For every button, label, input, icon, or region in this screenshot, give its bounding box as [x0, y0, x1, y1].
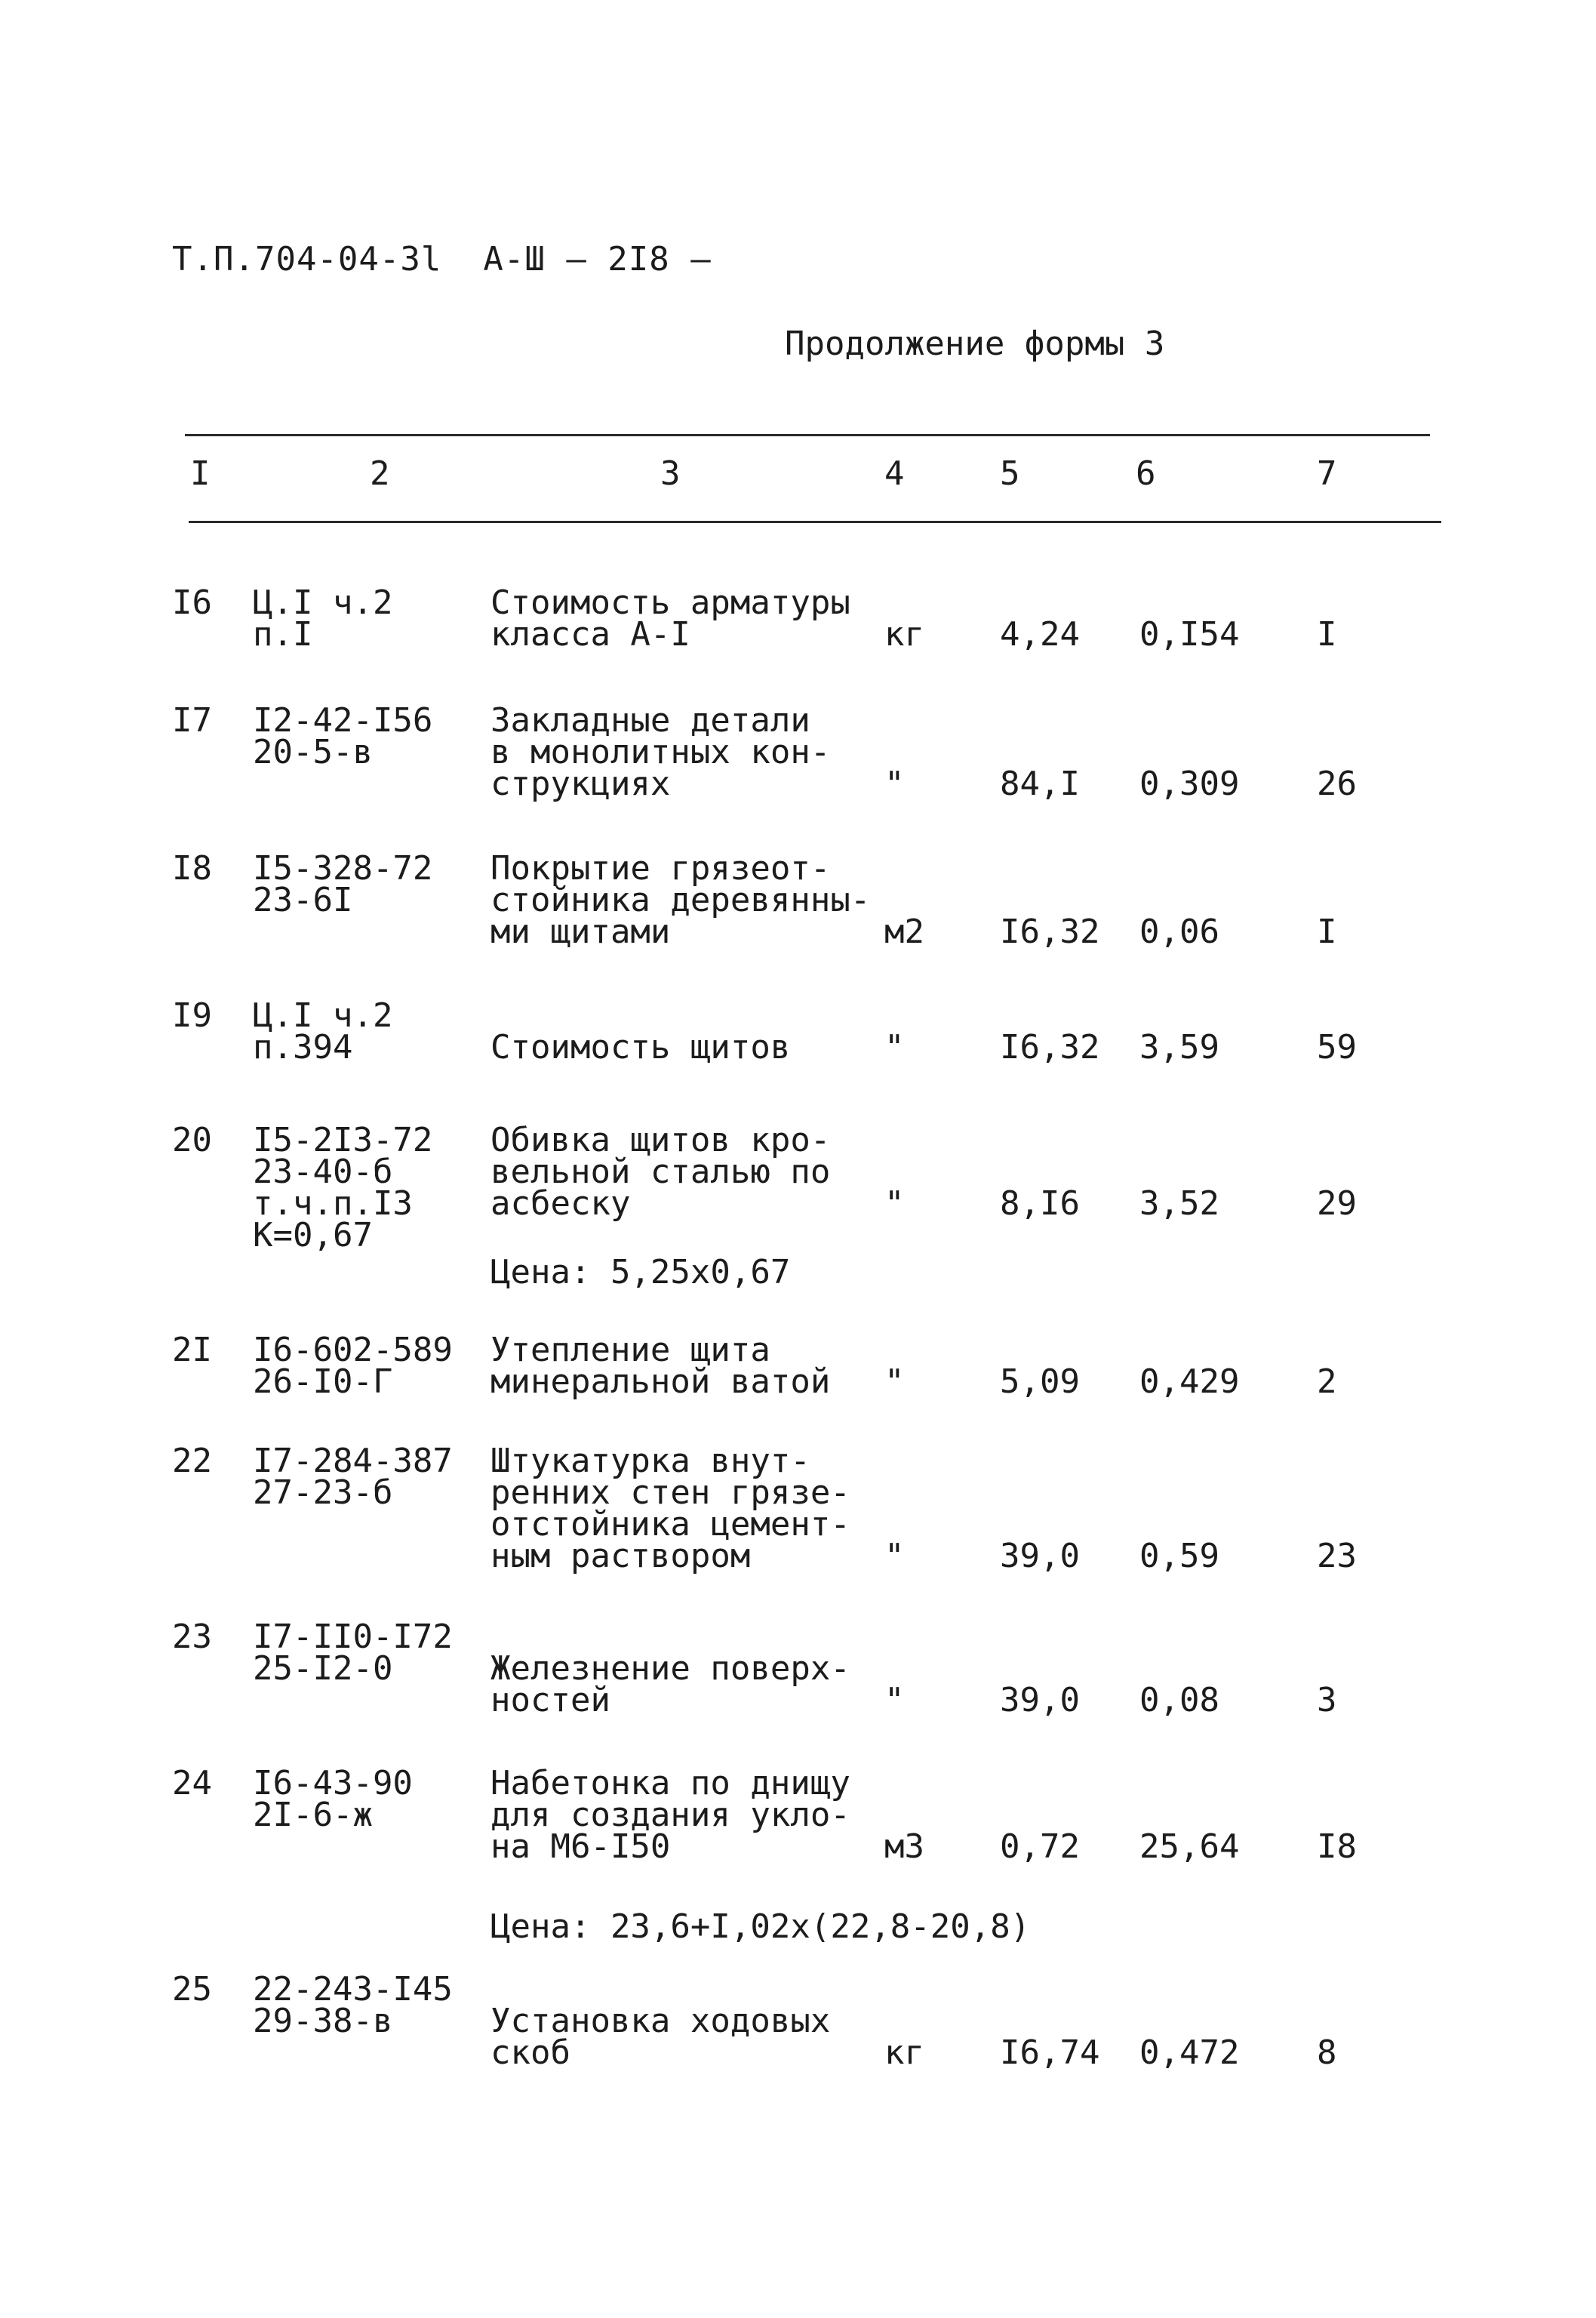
- row-quantity: 8,I6: [1000, 1184, 1080, 1223]
- form-continuation-title: Продолжение формы 3: [785, 325, 1165, 363]
- row-reference: I5-2I3-72 23-40-б т.ч.п.I3 К=0,67: [253, 1121, 433, 1254]
- row-total: I: [1317, 913, 1337, 951]
- row-total: 8: [1317, 2033, 1337, 2072]
- row-number: 20: [172, 1121, 212, 1159]
- row-unit-price: 0,472: [1139, 2033, 1240, 2072]
- table-header-rule: [189, 521, 1441, 523]
- row-price-note: Цена: 23,6+I,02х(22,8-20,8): [490, 1907, 1031, 1946]
- row-number: 24: [172, 1764, 212, 1802]
- row-unit: ": [884, 1537, 905, 1575]
- row-number: 22: [172, 1442, 212, 1480]
- row-number: 2I: [172, 1331, 212, 1369]
- row-quantity: 4,24: [1000, 615, 1080, 654]
- column-header-2: 2: [370, 454, 390, 493]
- row-total: 29: [1317, 1184, 1357, 1223]
- row-unit-price: 0,309: [1139, 765, 1240, 803]
- row-reference: I6-602-589 26-I0-Г: [253, 1331, 453, 1401]
- row-total: I8: [1317, 1827, 1357, 1866]
- column-header-3: 3: [660, 454, 681, 493]
- row-unit-price: 0,08: [1139, 1681, 1219, 1719]
- row-total: 23: [1317, 1537, 1357, 1575]
- row-unit: ": [884, 1184, 905, 1223]
- row-reference: I7-II0-I72 25-I2-0: [253, 1618, 453, 1688]
- row-unit: ": [884, 765, 905, 803]
- column-header-5: 5: [1000, 454, 1020, 493]
- row-description: Стоимость щитов: [490, 1028, 791, 1067]
- row-description: Установка ходовых скоб: [490, 2002, 831, 2072]
- row-price-note: Цена: 5,25х0,67: [490, 1253, 791, 1291]
- row-reference: Ц.I ч.2 п.I: [253, 583, 393, 654]
- row-reference: I6-43-90 2I-6-ж: [253, 1764, 413, 1834]
- row-total: 59: [1317, 1028, 1357, 1067]
- row-description: Обивка щитов кро- вельной сталью по асбеску: [490, 1121, 831, 1223]
- row-total: 3: [1317, 1681, 1337, 1719]
- row-reference: I7-284-387 27-23-б: [253, 1442, 453, 1512]
- row-unit-price: 0,429: [1139, 1362, 1240, 1401]
- document-code: Т.П.704-04-Зl А-Ш — 2I8 —: [172, 240, 712, 279]
- row-unit: ": [884, 1681, 905, 1719]
- table-top-rule: [185, 434, 1430, 436]
- row-quantity: I6,74: [1000, 2033, 1100, 2072]
- row-reference: I5-328-72 23-6I: [253, 849, 433, 919]
- row-unit-price: 3,52: [1139, 1184, 1219, 1223]
- row-description: Набетонка по днищу для создания укло- на М6-I50: [490, 1764, 850, 1866]
- row-unit-price: 25,64: [1139, 1827, 1240, 1866]
- row-unit: кг: [884, 2033, 924, 2072]
- row-number: I6: [172, 583, 212, 622]
- row-reference: Ц.I ч.2 п.394: [253, 996, 393, 1067]
- row-description: Закладные детали в монолитных кон- струкциях: [490, 701, 831, 803]
- row-total: 2: [1317, 1362, 1337, 1401]
- row-description: Стоимость арматуры класса А-I: [490, 583, 850, 654]
- row-quantity: 39,0: [1000, 1681, 1080, 1719]
- row-number: I9: [172, 996, 212, 1035]
- row-unit: ": [884, 1028, 905, 1067]
- row-unit-price: 0,59: [1139, 1537, 1219, 1575]
- row-unit: ": [884, 1362, 905, 1401]
- row-total: 26: [1317, 765, 1357, 803]
- row-unit-price: 3,59: [1139, 1028, 1219, 1067]
- row-unit-price: 0,06: [1139, 913, 1219, 951]
- row-unit-price: 0,I54: [1139, 615, 1240, 654]
- row-number: I7: [172, 701, 212, 740]
- column-header-6: 6: [1136, 454, 1156, 493]
- row-description: Покрытие грязеот- стойника деревянны- ми щитами: [490, 849, 871, 951]
- row-unit: кг: [884, 615, 924, 654]
- row-quantity: 84,I: [1000, 765, 1080, 803]
- row-number: 25: [172, 1970, 212, 2009]
- row-number: I8: [172, 849, 212, 888]
- row-description: Утепление щита минеральной ватой: [490, 1331, 831, 1401]
- row-description: Штукатурка внут- ренних стен грязе- отстойника цемент- ным раствором: [490, 1442, 850, 1575]
- row-quantity: I6,32: [1000, 1028, 1100, 1067]
- row-reference: 22-243-I45 29-38-в: [253, 1970, 453, 2040]
- row-quantity: 0,72: [1000, 1827, 1080, 1866]
- row-quantity: 39,0: [1000, 1537, 1080, 1575]
- row-number: 23: [172, 1618, 212, 1656]
- row-description: Железнение поверх- ностей: [490, 1649, 850, 1719]
- column-header-1: I: [190, 454, 211, 493]
- column-header-7: 7: [1317, 454, 1337, 493]
- row-total: I: [1317, 615, 1337, 654]
- row-reference: I2-42-I56 20-5-в: [253, 701, 433, 771]
- row-quantity: 5,09: [1000, 1362, 1080, 1401]
- row-unit: м2: [884, 913, 924, 951]
- row-quantity: I6,32: [1000, 913, 1100, 951]
- column-header-4: 4: [884, 454, 905, 493]
- row-unit: м3: [884, 1827, 924, 1866]
